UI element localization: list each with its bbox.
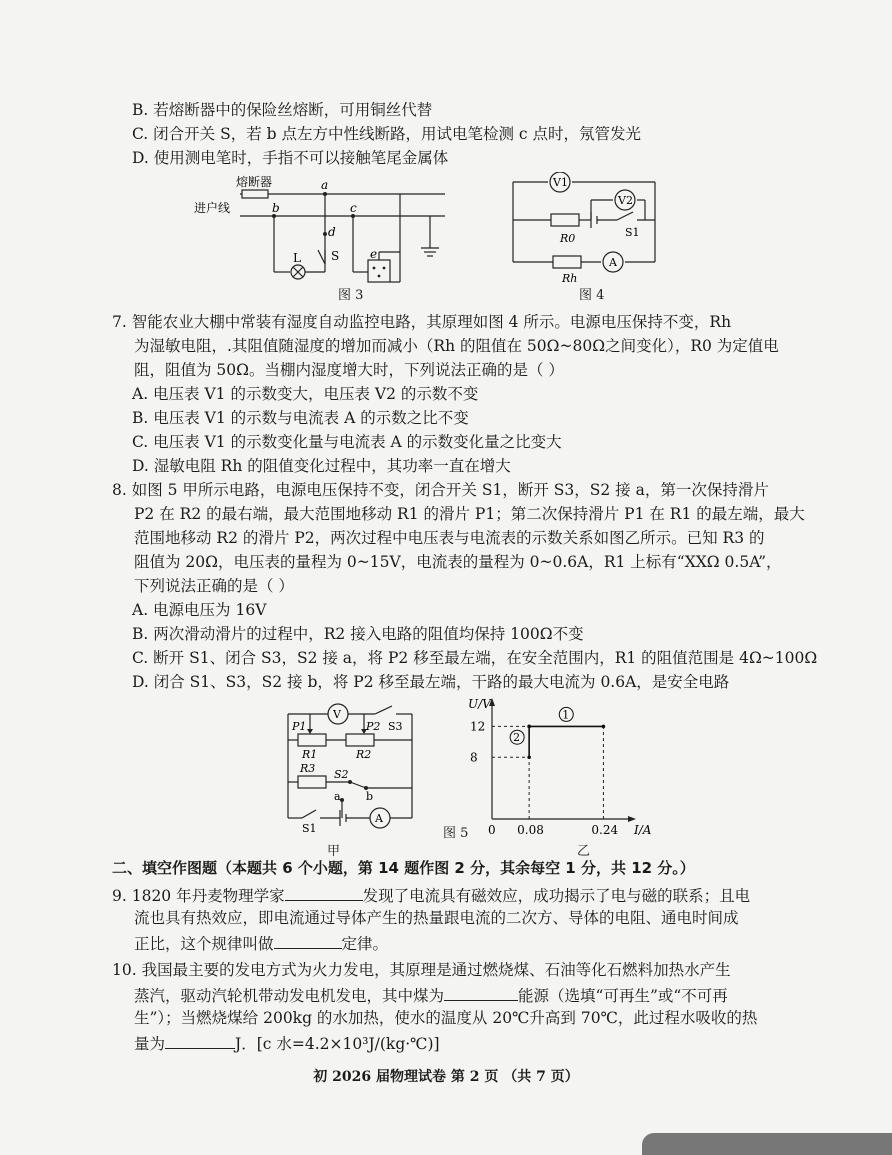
q8-option-b: B. 两次滑动滑片的过程中，R2 接入电路的阻值均保持 100Ω不变 [132, 625, 584, 643]
q7-line-3: 阻，阻值为 50Ω。当棚内湿度增大时，下列说法正确的是（ ） [134, 361, 564, 379]
q10-blank-2[interactable] [165, 1032, 235, 1049]
page-footer: 初 2026 届物理试卷 第 2 页 （共 7 页） [313, 1069, 579, 1085]
voltmeter-label: V [333, 708, 341, 721]
q9-blank-2[interactable] [274, 932, 342, 949]
q7-option-c: C. 电压表 V1 的示数变化量与电流表 A 的示数变化量之比变大 [132, 433, 562, 451]
q9-line-2: 流也具有热效应，即电流通过导体产生的热量跟电流的二次方、导体的电阻、通电时间成 [134, 909, 739, 927]
q7-line-2: 为湿敏电阻，.其阻值随湿度的增加而减小（Rh 的阻值在 50Ω~80Ω之间变化），R0 为定值电 [134, 337, 779, 355]
q7-option-d: D. 湿敏电阻 Rh 的阻值变化过程中，其功率一直在增大 [132, 457, 511, 475]
series-label-0: 1 [562, 708, 570, 722]
q8-line-1: 8. 如图 5 甲所示电路，电源电压保持不变，闭合开关 S1，断开 S3，S2 接 a，第一次保持滑片 [112, 481, 769, 499]
x-tick-label-1: 0.08 [517, 823, 544, 837]
x-axis-label: I/A [634, 823, 652, 837]
section-2-title: 二、填空作图题（本题共 6 个小题，第 14 题作图 2 分，其余每空 1 分，共 12 分。） [112, 859, 695, 877]
q9-line-3 [134, 932, 388, 954]
q8-line-3: 范围地移动 R2 的滑片 P2，两次过程中电压表与电流表的示数关系如图乙所示。已知 R3 的 [134, 529, 765, 547]
figure-5-caption: 图 5 [443, 826, 469, 841]
point-a-label: a [321, 178, 329, 192]
x-tick-label-2: 0.24 [591, 823, 619, 837]
q10-text-2: 能源（选填“可再生”或“不可再 [518, 987, 728, 1005]
q8-option-c: C. 断开 S1、闭合 S3，S2 接 a，将 P2 移至最左端，在安全范围内，R1 的阻值范围是 4Ω~100Ω [132, 649, 818, 667]
option-c-top: C. 闭合开关 S，若 b 点左方中性线断路，用试电笔检测 c 点时，氖管发光 [132, 125, 642, 143]
q10-blank-1[interactable] [444, 984, 518, 1001]
inlet-label: 进户线 [194, 201, 231, 215]
point-e-label: e [370, 247, 378, 261]
s2-label: S2 [334, 768, 349, 781]
b-contact-label: b [366, 790, 374, 803]
q9-text-3: 正比，这个规律叫做 [134, 935, 274, 953]
r0-label: R0 [560, 232, 576, 245]
y-tick-label-0: 12 [470, 719, 486, 734]
s3-label: S3 [388, 720, 403, 733]
r3-label: R3 [300, 762, 316, 775]
switch-label: S [331, 249, 340, 263]
q10-line-1: 10. 我国最主要的发电方式为火力发电，其原理是通过燃烧煤、石油等化石燃料加热水产生 [112, 961, 731, 979]
figure-5-jia-label: 甲 [327, 844, 341, 859]
q7-option-b: B. 电压表 V1 的示数与电流表 A 的示数之比不变 [132, 409, 469, 427]
figure-4-caption: 图 4 [579, 288, 605, 303]
option-b-top: B. 若熔断器中的保险丝熔断，可用铜丝代替 [132, 101, 433, 119]
series-label-1: 2 [513, 731, 521, 745]
point-b-label: b [272, 201, 280, 215]
series-1-point-0 [527, 755, 531, 759]
q8-option-a: A. 电源电压为 16V [132, 601, 267, 619]
corner-shadow [642, 1133, 892, 1155]
figure-5-ui-graph [462, 694, 662, 844]
figure-4-humidity-circuit [505, 172, 665, 287]
figure-5-circuit [280, 700, 420, 835]
q9-line-1 [112, 884, 750, 906]
option-d-top: D. 使用测电笔时，手指不可以接触笔尾金属体 [132, 149, 449, 167]
q7-option-a: A. 电压表 V1 的示数变大，电压表 V2 的示数不变 [132, 385, 479, 403]
fuse-label: 熔断器 [236, 175, 273, 189]
q8-line-5: 下列说法正确的是（ ） [134, 577, 294, 595]
q9-text-1: 9. 1820 年丹麦物理学家 [112, 887, 285, 905]
point-d-label: d [328, 225, 336, 239]
figure-3-household-circuit [190, 172, 460, 302]
p1-label: P1 [292, 720, 307, 733]
v1-label: V1 [553, 176, 568, 189]
y-axis-label: U/V [468, 697, 491, 711]
q8-line-4: 阻值为 20Ω，电压表的量程为 0~15V，电流表的量程为 0~0.6A，R1 上标有“XXΩ 0.5A”， [134, 553, 782, 571]
q10-text-1: 蒸汽，驱动汽轮机带动发电机发电，其中煤为 [134, 987, 445, 1005]
q10-line-4 [134, 1032, 440, 1054]
s1-label: S1 [625, 226, 640, 239]
q10-text-3: 量为 [134, 1035, 166, 1053]
p2-label: P2 [366, 720, 381, 733]
ammeter-label-fig5: A [375, 812, 383, 825]
q8-line-2: P2 在 R2 的最右端，最大范围地移动 R1 的滑片 P1；第二次保持滑片 P1 在 R1 的最左端，最大 [134, 505, 805, 523]
ammeter-label: A [609, 256, 617, 269]
a-contact-label: a [334, 790, 341, 803]
lamp-label: L [293, 251, 301, 265]
figure-3-caption: 图 3 [338, 288, 364, 303]
point-c-label: c [350, 201, 357, 215]
q8-option-d: D. 闭合 S1、S3，S2 接 b，将 P2 移至最左端，干路的最大电流为 0.6A，是安全电路 [132, 673, 730, 691]
x-tick-label-0: 0 [488, 823, 496, 837]
series-0-point-1 [602, 725, 606, 729]
v2-label: V2 [618, 194, 633, 207]
series-1-point-1 [527, 725, 531, 729]
r1-label: R1 [302, 748, 318, 761]
q9-text-4: 定律。 [341, 935, 389, 953]
q10-line-2 [134, 984, 728, 1006]
q9-blank-1[interactable] [285, 884, 363, 901]
y-tick-label-1: 8 [470, 750, 478, 765]
r2-label: R2 [356, 748, 372, 761]
rh-label: Rh [562, 272, 578, 285]
s1-label-fig5: S1 [302, 822, 317, 835]
q10-text-4: J．[c 水=4.2×10³J/(kg·℃)] [235, 1035, 440, 1053]
figure-5-yi-label: 乙 [577, 844, 591, 859]
q9-text-2: 发现了电流具有磁效应，成功揭示了电与磁的联系；且电 [362, 887, 751, 905]
q10-line-3: 生”）；当燃烧煤给 200kg 的水加热，使水的温度从 20℃升高到 70℃，此过程水吸收的热 [134, 1009, 758, 1027]
q7-line-1: 7. 智能农业大棚中常装有湿度自动监控电路，其原理如图 4 所示。电源电压保持不变，Rh [112, 313, 732, 331]
